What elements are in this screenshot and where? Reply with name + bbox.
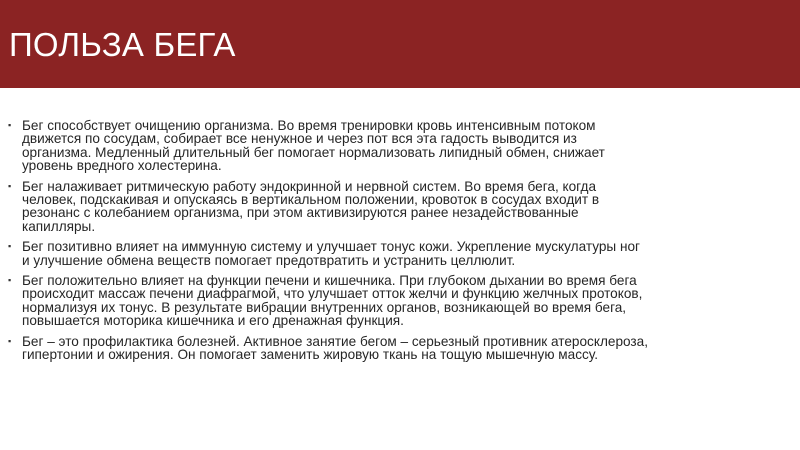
bullet-text: Бег – это профилактика болезней. Активное занятие бегом – серьезный противник атеросклероза, гипертонии и ожирения. Он помогает заменить жировую ткань на тощую мышечную массу.	[22, 333, 648, 363]
square-bullet-icon: ▪	[8, 335, 12, 346]
bullet-item	[8, 180, 648, 234]
bullet-item	[8, 274, 648, 328]
bullet-item	[8, 240, 648, 267]
square-bullet-icon: ▪	[8, 275, 12, 286]
slide-content	[8, 119, 648, 369]
bullet-text: Бег налаживает ритмическую работу эндокринной и нервной систем. Во время бега, когда человек, подскакивая и опускаясь в вертикальном положении, кровоток в сосудах входит в резонанс с колебанием организма, при этом активизируются ранее незадействованные капилляры.	[22, 178, 600, 234]
bullet-text: Бег положительно влияет на функции печени и кишечника. При глубоком дыхании во время бега происходит массаж печени диафрагмой, что улучшает отток желчи и функцию желчных протоков, нормализуя их тонус. В результате вибрации внутренних органов, возникающей во время бега, повышается моторика кишечника и его дренажная функция.	[22, 273, 643, 329]
bullet-list	[8, 119, 648, 362]
bullet-text: Бег позитивно влияет на иммунную систему и улучшает тонус кожи. Укрепление мускулатуры ног и улучшение обмена веществ помогает предотвратить и устранить целлюлит.	[22, 239, 640, 268]
title-bar	[0, 0, 800, 88]
square-bullet-icon: ▪	[8, 180, 12, 191]
bullet-text: Бег способствует очищению организма. Во время тренировки кровь интенсивным потоком движется по сосудам, собирает все ненужное и через пот вся эта гадость выводится из организма. Медленный длительный бег помогает нормализовать липидный обмен, снижает уровень вредного холестерина.	[22, 118, 605, 174]
bullet-item	[8, 335, 648, 362]
bullet-item	[8, 119, 648, 173]
slide-title: ПОЛЬЗА БЕГА	[9, 26, 236, 63]
square-bullet-icon: ▪	[8, 120, 12, 130]
square-bullet-icon: ▪	[8, 241, 12, 252]
